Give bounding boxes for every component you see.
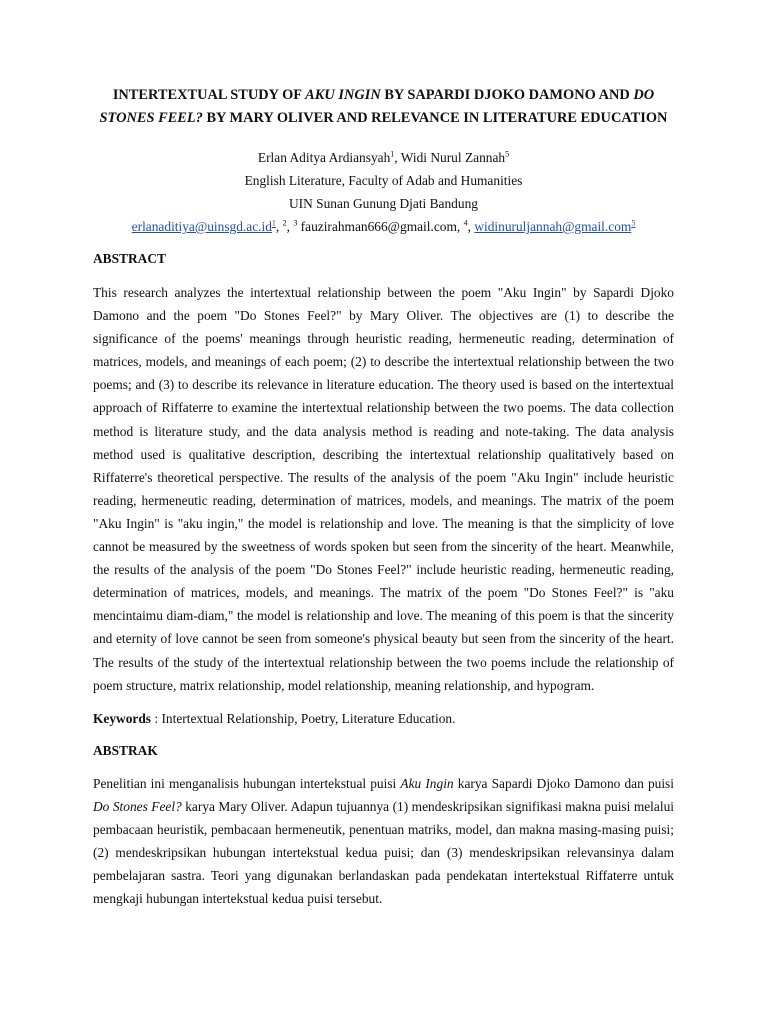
author-separator: ,	[394, 150, 401, 165]
abstrak-text: karya Sapardi Djoko Damono dan puisi	[453, 775, 674, 791]
email-separator: ,	[286, 219, 294, 234]
abstrak-text: karya Mary Oliver. Adapun tujuannya (1) mendeskripsikan signifikasi makna puisi melalui pembacaan heuristik, pembacaan hermeneutik, penentuan matriks, model, dan makna masing-masing puisi; (2) mendeskripsikan hubungan intertekstual kedua puisi; dan (3) mendeskripsikan relevansinya dalam pembelajaran sastra. Teori yang digunakan berlandaskan pada pendekatan intertekstual Riffaterre untuk mengkaji hubungan intertekstual kedua puisi tersebut.	[93, 798, 674, 907]
email-text: fauzirahman666@gmail.com,	[297, 219, 464, 234]
abstrak-text: Penelitian ini menganalisis hubungan intertekstual puisi	[93, 775, 401, 791]
email-separator: ,	[275, 219, 283, 234]
affiliation: English Literature, Faculty of Adab and Humanities	[244, 173, 523, 188]
paper-title	[93, 84, 674, 130]
title-text: BY SAPARDI DJOKO DAMONO AND	[380, 87, 634, 103]
author-block	[93, 146, 674, 238]
abstrak-body	[93, 772, 674, 911]
email-link[interactable]: widinuruljannah@gmail.com	[474, 219, 632, 234]
email-sup: 5	[631, 218, 636, 228]
author-name: Erlan Aditya Ardiansyah	[257, 150, 391, 165]
paper-page	[93, 84, 674, 910]
email-sup: 1	[271, 218, 276, 228]
email-sup: 2	[282, 218, 287, 228]
title-text: INTERTEXTUAL STUDY OF	[112, 87, 306, 103]
keywords-label: Keywords	[93, 710, 152, 726]
author-name: Widi Nurul Zannah	[400, 150, 506, 165]
author-sup: 1	[390, 149, 395, 159]
email-line	[93, 215, 674, 238]
abstrak-italic: Do Stones Feel?	[93, 798, 182, 814]
author-names	[93, 146, 674, 169]
keywords-text: : Intertextual Relationship, Poetry, Literature Education.	[151, 710, 456, 726]
title-text: BY MARY OLIVER AND RELEVANCE IN LITERATURE EDUCATION	[202, 110, 668, 126]
keywords	[93, 707, 674, 730]
email-sup: 3	[293, 218, 298, 228]
author-sup: 5	[505, 149, 510, 159]
abstract-heading: ABSTRACT	[93, 251, 166, 266]
email-link[interactable]: erlanaditiya@uinsgd.ac.id	[131, 219, 272, 234]
abstrak-italic: Aku Ingin	[400, 775, 454, 791]
title-poem2: DO STONES FEEL?	[99, 87, 655, 126]
email-separator: ,	[467, 219, 475, 234]
email-sup: 4	[463, 218, 468, 228]
abstrak-heading: ABSTRAK	[93, 742, 158, 758]
institution: UIN Sunan Gunung Djati Bandung	[289, 196, 478, 211]
title-poem1: AKU INGIN	[305, 87, 381, 103]
abstract-body: This research analyzes the intertextual relationship between the poem "Aku Ingin" by Sapardi Djoko Damono and the poem "Do Stones Feel?" by Mary Oliver. The objectives are (1) to describe the significance of the poems' meanings through heuristic reading, hermeneutic reading, determination of matrices, models, and meanings of each poem; (2) to describe the intertextual relationship between the two poems; and (3) to describe its relevance in literature education. The theory used is based on the intertextual approach of Riffaterre to examine the intertextual relationship between the two poems. The data collection method is literature study, and the data analysis method is reading and note-taking. The data analysis method used is qualitative description, describing the intertextual relationship qualitatively based on Riffaterre's theoretical perspective. The results of the analysis of the poem "Aku Ingin" include heuristic reading, hermeneutic reading, determination of matrices, models, and meanings. The matrix of the poem "Aku Ingin" is "aku ingin," the model is relationship and love. The meaning is that the simplicity of love cannot be measured by the sweetness of words spoken but seen from the sincerity of the heart. Meanwhile, the results of the analysis of the poem "Do Stones Feel?" include heuristic reading, hermeneutic reading, determination of matrices, models, and meanings. The matrix of the poem "Do Stones Feel?" is "aku mencintaimu diam-diam," the model is relationship and love. The meaning of this poem is that the sincerity and eternity of love cannot be seen from someone's physical beauty but seen from the sincerity of the heart. The results of the study of the intertextual relationship between the two poems include the relationship of poem structure, matrix relationship, model relationship, meaning relationship, and hypogram.	[93, 285, 674, 693]
